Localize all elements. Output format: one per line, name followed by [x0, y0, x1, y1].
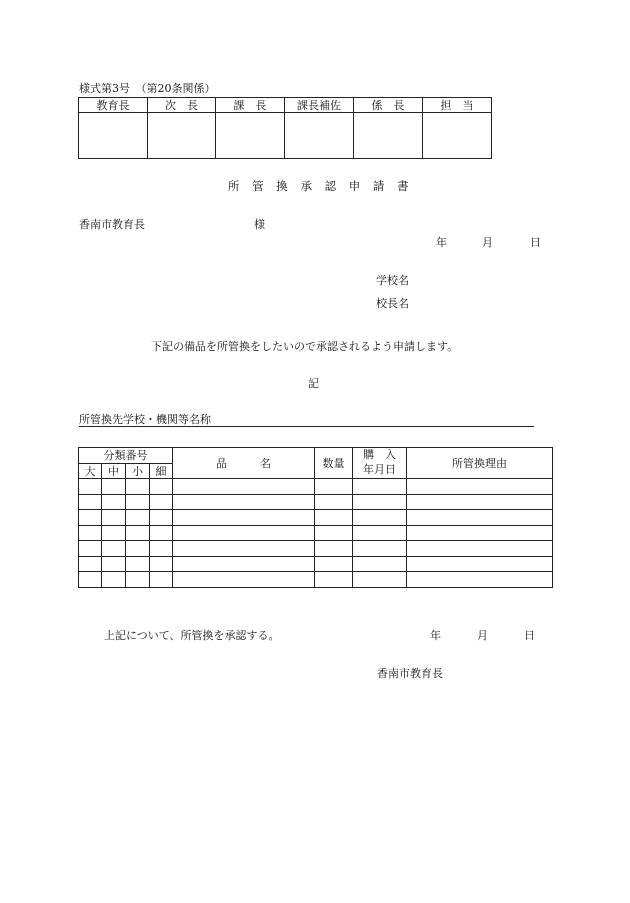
category-medium-header: 中	[102, 464, 126, 479]
item-cell[interactable]	[173, 556, 315, 572]
date-day-label: 日	[530, 236, 541, 249]
approval-stamp-cell[interactable]	[285, 113, 354, 159]
item-cell[interactable]	[407, 525, 553, 541]
item-cell[interactable]	[126, 510, 150, 526]
item-cell[interactable]	[126, 494, 150, 510]
approval-stamp-cell[interactable]	[79, 113, 148, 159]
approval-date-month-label: 月	[477, 629, 488, 642]
category-small-header: 小	[126, 464, 150, 479]
item-cell[interactable]	[173, 494, 315, 510]
approval-stamp-cell[interactable]	[423, 113, 492, 159]
approval-header-staff: 担 当	[423, 98, 492, 113]
item-cell[interactable]	[102, 525, 126, 541]
item-cell[interactable]	[150, 541, 173, 557]
item-cell[interactable]	[102, 479, 126, 495]
item-cell[interactable]	[79, 479, 102, 495]
item-cell[interactable]	[126, 572, 150, 588]
addressee: 香南市教育長	[79, 218, 145, 231]
item-cell[interactable]	[79, 556, 102, 572]
item-row	[79, 556, 553, 572]
purchase-header-line1: 購 入	[363, 448, 396, 462]
item-row	[79, 494, 553, 510]
item-cell[interactable]	[79, 541, 102, 557]
item-cell[interactable]	[126, 556, 150, 572]
approval-stamp-cell[interactable]	[148, 113, 216, 159]
item-cell[interactable]	[150, 494, 173, 510]
item-cell[interactable]	[353, 541, 407, 557]
item-row	[79, 510, 553, 526]
ki-marker: 記	[308, 377, 319, 390]
item-cell[interactable]	[173, 479, 315, 495]
item-cell[interactable]	[407, 556, 553, 572]
item-cell[interactable]	[173, 525, 315, 541]
item-cell[interactable]	[407, 479, 553, 495]
item-cell[interactable]	[79, 572, 102, 588]
item-cell[interactable]	[353, 556, 407, 572]
approver-name: 香南市教育長	[377, 667, 443, 680]
items-table	[78, 447, 553, 588]
item-cell[interactable]	[315, 494, 353, 510]
purchase-date-header	[353, 448, 407, 479]
item-rows	[79, 479, 553, 588]
item-cell[interactable]	[150, 479, 173, 495]
approval-date-year-label: 年	[430, 629, 441, 642]
item-row	[79, 479, 553, 495]
item-cell[interactable]	[407, 510, 553, 526]
approval-stamp-table	[78, 97, 492, 159]
item-cell[interactable]	[173, 572, 315, 588]
item-cell[interactable]	[102, 541, 126, 557]
item-cell[interactable]	[353, 572, 407, 588]
date-year-label: 年	[436, 236, 447, 249]
item-cell[interactable]	[407, 541, 553, 557]
destination-label: 所管換先学校・機関等名称	[79, 413, 211, 426]
approval-date-day-label: 日	[524, 629, 535, 642]
item-cell[interactable]	[353, 479, 407, 495]
item-cell[interactable]	[353, 510, 407, 526]
item-cell[interactable]	[102, 494, 126, 510]
item-cell[interactable]	[315, 556, 353, 572]
item-name-header: 品 名	[173, 448, 315, 479]
item-cell[interactable]	[79, 510, 102, 526]
school-name-label: 学校名	[376, 274, 409, 287]
item-cell[interactable]	[150, 510, 173, 526]
item-cell[interactable]	[79, 494, 102, 510]
item-cell[interactable]	[126, 541, 150, 557]
item-cell[interactable]	[315, 541, 353, 557]
item-cell[interactable]	[315, 510, 353, 526]
item-row	[79, 572, 553, 588]
item-cell[interactable]	[126, 479, 150, 495]
destination-underline	[79, 426, 534, 427]
item-cell[interactable]	[315, 479, 353, 495]
item-cell[interactable]	[315, 525, 353, 541]
approval-header-assistant-chief: 課長補佐	[285, 98, 354, 113]
item-cell[interactable]	[407, 572, 553, 588]
approval-header-section-chief: 課 長	[216, 98, 285, 113]
honorific: 様	[254, 218, 265, 231]
purchase-header-line2: 年月日	[363, 463, 396, 476]
item-cell[interactable]	[126, 525, 150, 541]
item-cell[interactable]	[173, 510, 315, 526]
item-cell[interactable]	[79, 525, 102, 541]
date-month-label: 月	[482, 236, 493, 249]
item-cell[interactable]	[407, 494, 553, 510]
quantity-header: 数量	[315, 448, 353, 479]
category-large-header: 大	[79, 464, 102, 479]
principal-name-label: 校長名	[376, 297, 409, 310]
item-cell[interactable]	[102, 572, 126, 588]
approval-header-unit-chief: 係 長	[354, 98, 423, 113]
document-title: 所管換承認申請書	[228, 179, 422, 193]
category-number-header: 分類番号	[79, 448, 173, 464]
item-cell[interactable]	[102, 556, 126, 572]
category-detail-header: 細	[150, 464, 173, 479]
item-cell[interactable]	[173, 541, 315, 557]
item-cell[interactable]	[102, 510, 126, 526]
item-cell[interactable]	[315, 572, 353, 588]
item-cell[interactable]	[353, 494, 407, 510]
item-cell[interactable]	[150, 572, 173, 588]
form-number-label: 様式第3号 （第20条関係）	[79, 82, 216, 95]
transfer-reason-header: 所管換理由	[407, 448, 553, 479]
request-statement: 下記の備品を所管換をしたいので承認されるよう申請します。	[151, 340, 459, 353]
approval-header-superintendent: 教育長	[79, 98, 148, 113]
approval-header-deputy: 次 長	[148, 98, 216, 113]
item-row	[79, 525, 553, 541]
item-cell[interactable]	[353, 525, 407, 541]
item-cell[interactable]	[150, 525, 173, 541]
approval-stamp-cell[interactable]	[354, 113, 423, 159]
item-cell[interactable]	[150, 556, 173, 572]
approval-statement: 上記について、所管換を承認する。	[104, 629, 280, 642]
item-row	[79, 541, 553, 557]
approval-stamp-cell[interactable]	[216, 113, 285, 159]
